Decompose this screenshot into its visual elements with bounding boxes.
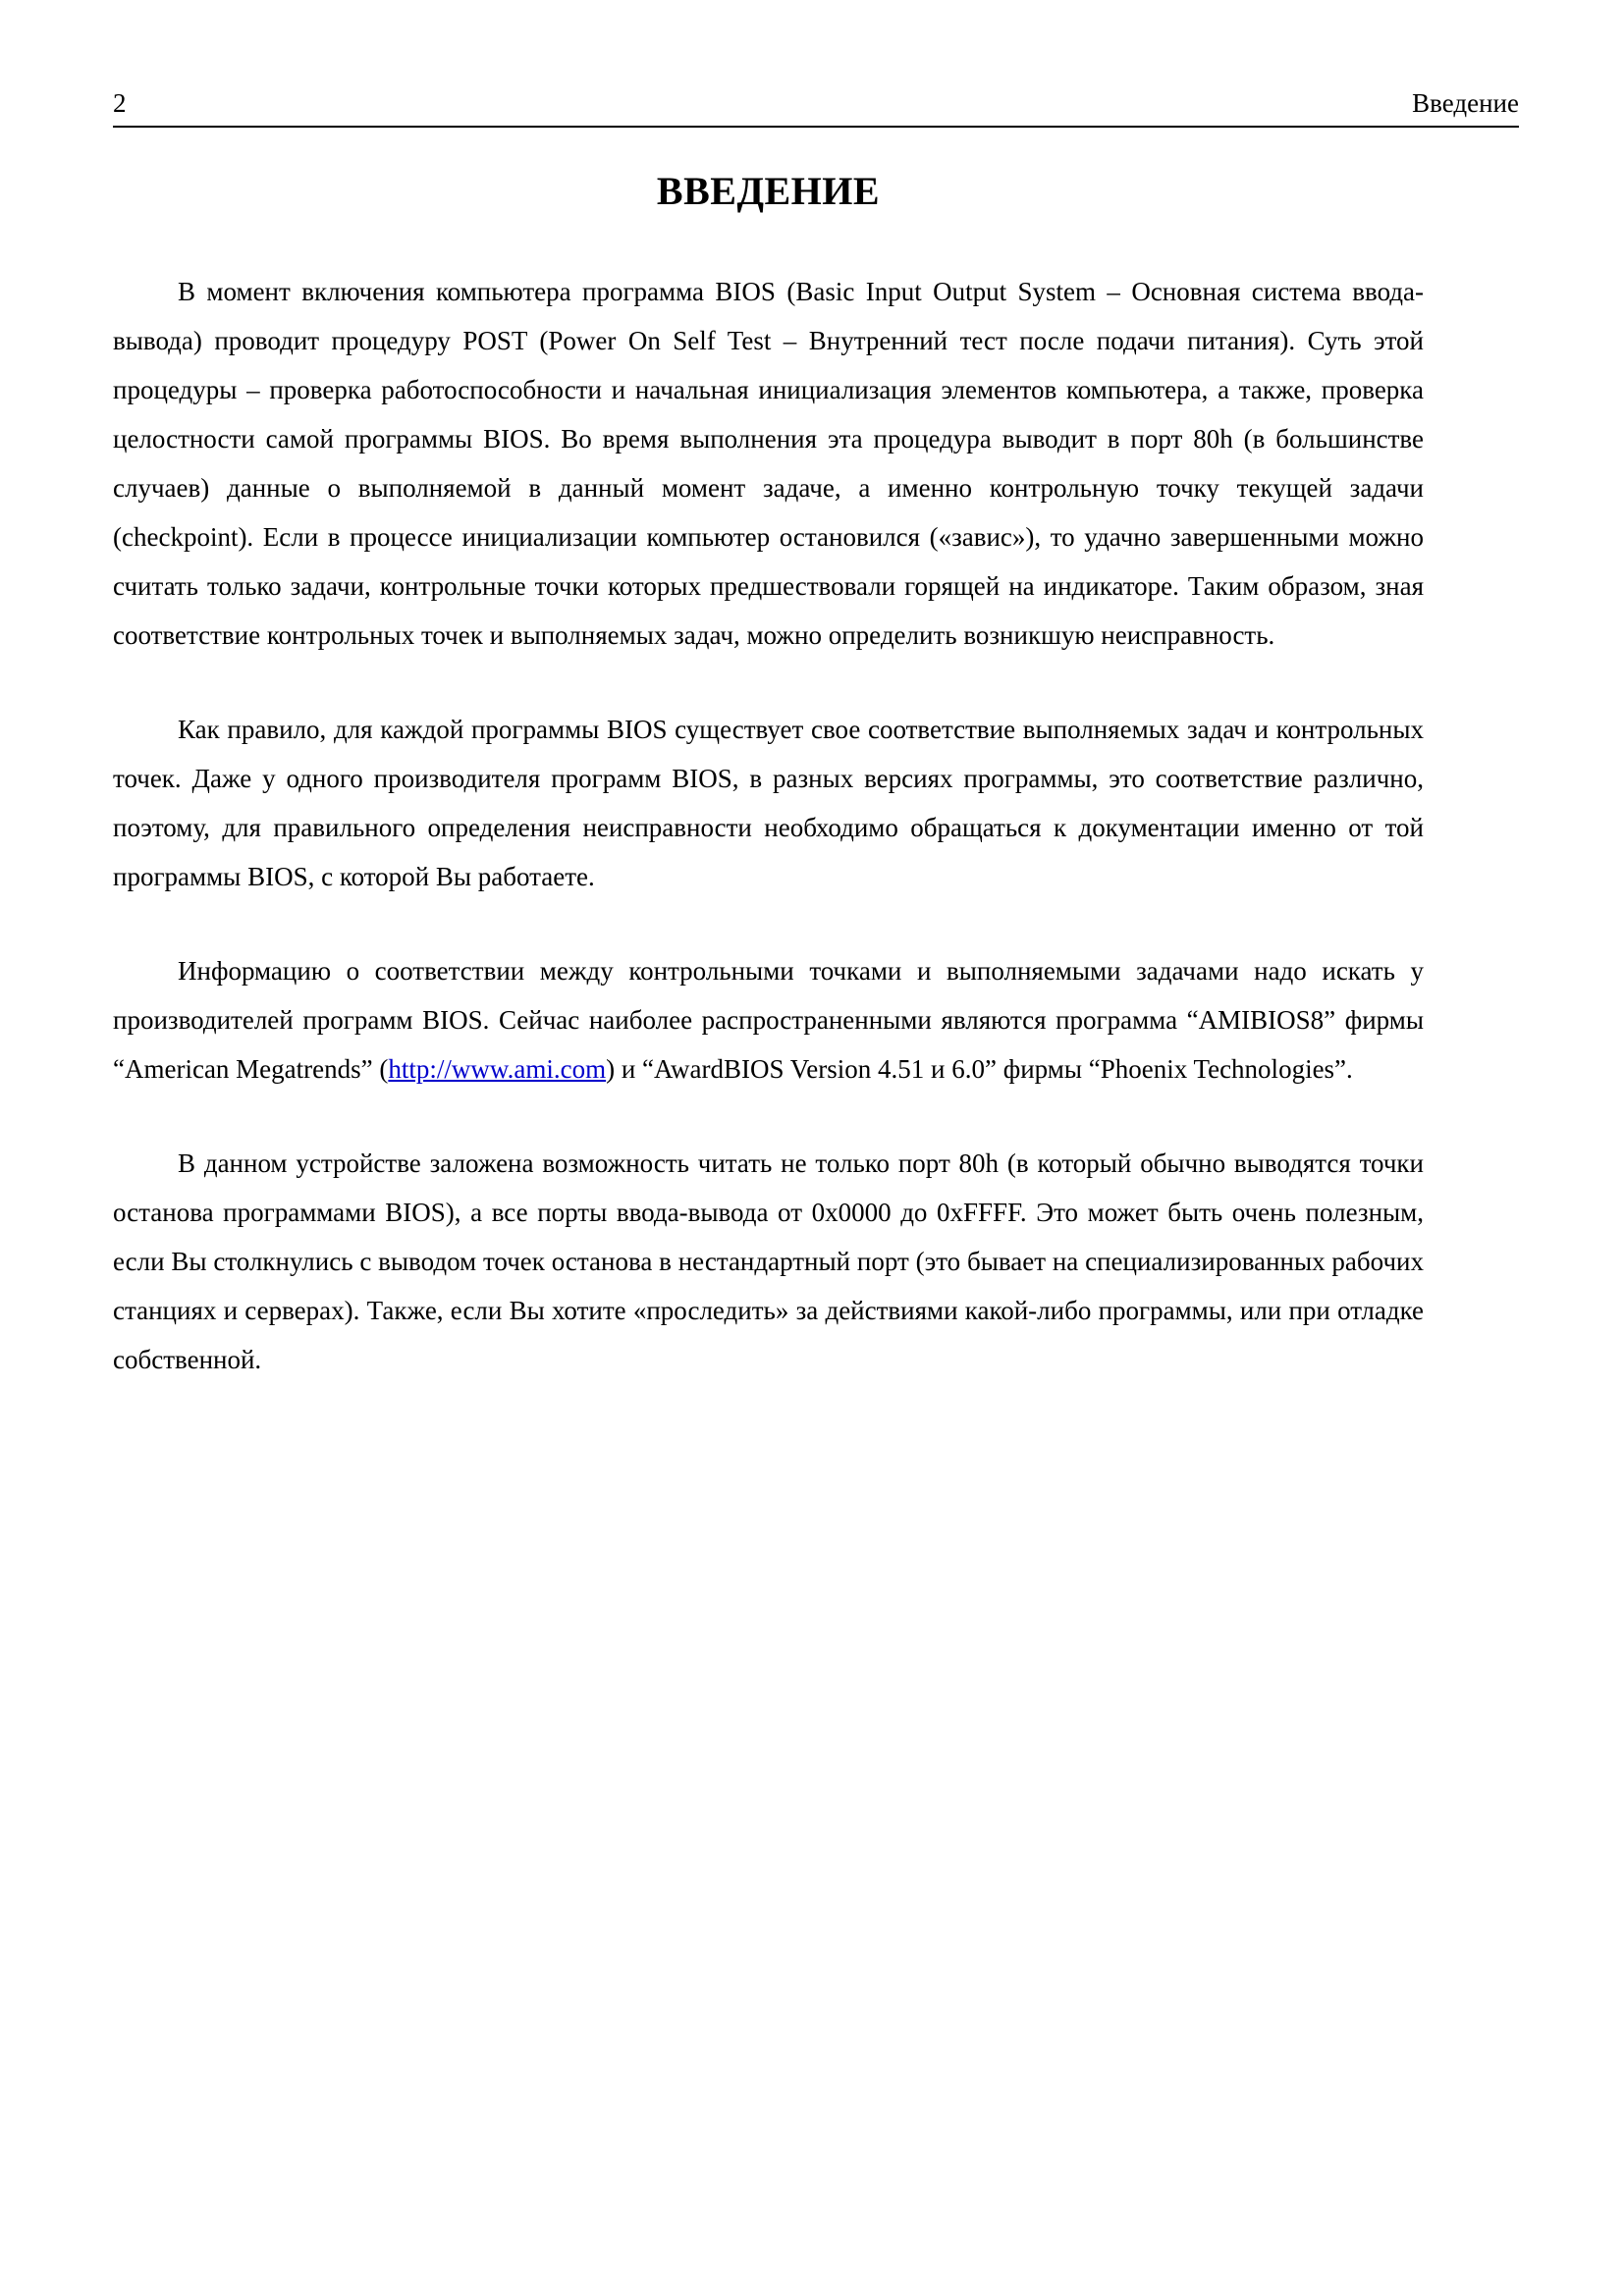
document-body bbox=[113, 167, 1424, 1384]
page-number: 2 bbox=[113, 88, 127, 118]
paragraph-text-after-link: ) и “AwardBIOS Version 4.51 и 6.0” фирмы “Phoenix Technologies”. bbox=[606, 1054, 1353, 1084]
page-title: ВВЕДЕНИЕ bbox=[656, 169, 881, 213]
paragraph-text-before-link: Информацию о соответствии между контрольными точками и выполняемыми задачами надо искать у производителей программ BIOS. Сейчас наиболее распространенными являются программа “AMIBIOS8” фирмы “American Megatrends” ( bbox=[113, 956, 1424, 1084]
paragraph-bios-vendor-variation: Как правило, для каждой программы BIOS существует свое соответствие выполняемых задач и контрольных точек. Даже у одного производителя программ BIOS, в разных версиях программы, это соответствие различно, поэтому, для правильного определения неисправности необходимо обращаться к документации именно от той программы BIOS, с которой Вы работаете. bbox=[113, 715, 1424, 891]
ami-website-link[interactable]: http://www.ami.com bbox=[388, 1054, 607, 1084]
running-header bbox=[113, 86, 1519, 128]
paragraph-intro-post-description: В момент включения компьютера программа BIOS (Basic Input Output System – Основная система ввода-вывода) проводит процедуру POST (Power On Self Test – Внутренний тест после подачи питания). Суть этой процедуры – проверка работоспособности и начальная инициализация элементов компьютера, а также, проверка целостности самой программы BIOS. Во время выполнения эта процедура выводит в порт 80h (в большинстве случаев) данные о выполняемой в данный момент задаче, а именно контрольную точку текущей задачи (checkpoint). Если в процессе инициализации компьютер остановился («завис»), то удачно завершенными можно считать только задачи, контрольные точки которых предшествовали горящей на индикаторе. Таким образом, зная соответствие контрольных точек и выполняемых задач, можно определить возникшую неисправность. bbox=[113, 277, 1424, 650]
header-section-title: Введение bbox=[1412, 88, 1519, 118]
paragraph-bios-vendors-links bbox=[113, 946, 1424, 1094]
paragraph-device-port-capability: В данном устройстве заложена возможность читать не только порт 80h (в который обычно выводятся точки останова программами BIOS), а все порты ввода-вывода от 0x0000 до 0xFFFF. Это может быть очень полезным, если Вы столкнулись с выводом точек останова в нестандартный порт (это бывает на специализированных рабочих станциях и серверах). Также, если Вы хотите «проследить» за действиями какой-либо программы, или при отладке собственной. bbox=[113, 1148, 1424, 1374]
